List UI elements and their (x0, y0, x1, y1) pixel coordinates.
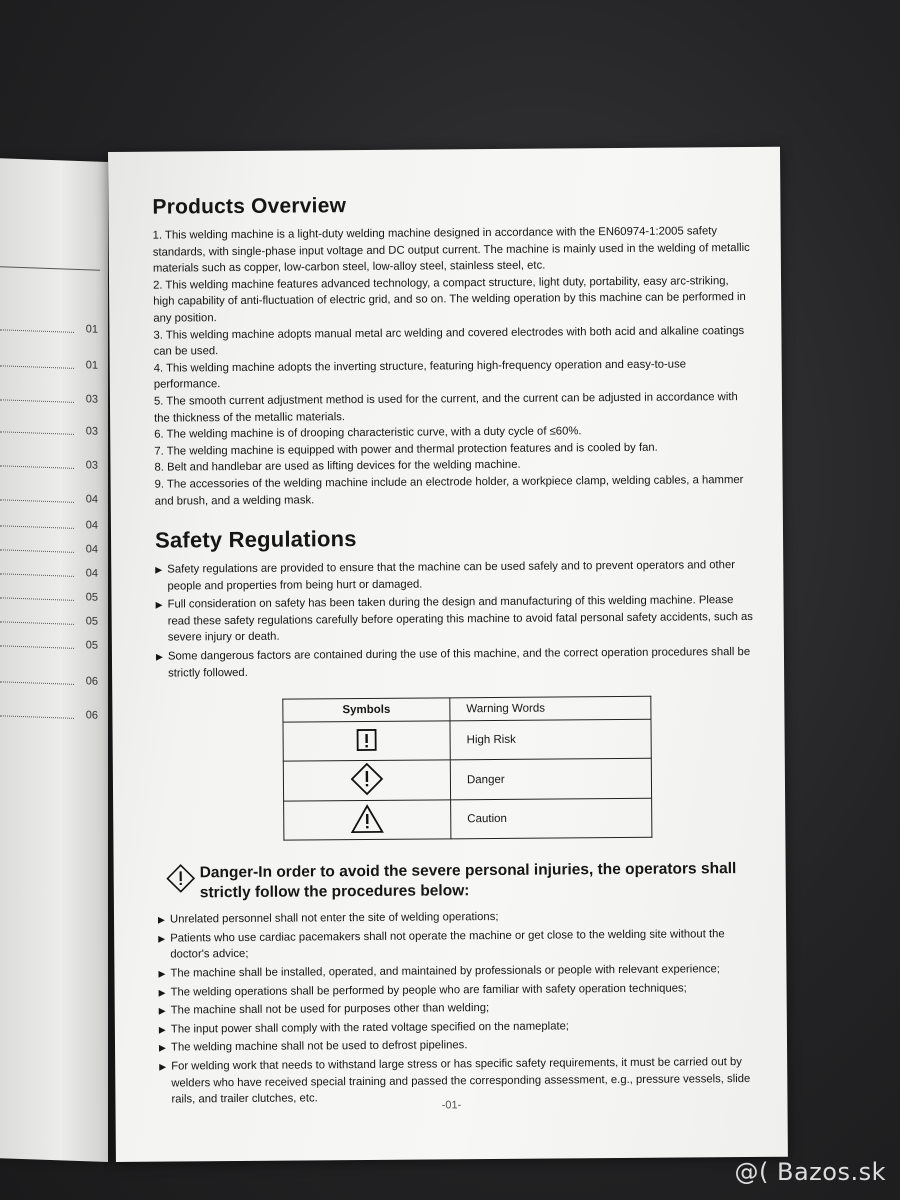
toc-entry (0, 670, 98, 689)
toc-page-number: 04 (85, 543, 98, 556)
table-header-symbols: Symbols (283, 698, 450, 722)
toc-page-number: 06 (85, 709, 98, 722)
toc-page-number: 05 (85, 615, 98, 628)
exclamation-diamond-icon (283, 760, 450, 801)
page-number: -01- (441, 1099, 462, 1112)
toc-entry (0, 514, 98, 533)
overview-item: 5. The smooth current adjustment method is used for the current, and the current can be adjusted in accordance with the thickness of the metallic materials. (153, 390, 738, 425)
toc-leader-dots (0, 519, 74, 529)
danger-bullet: ▶ Unrelated personnel shall not enter the site of welding operations; (158, 907, 758, 928)
toc-page-number: 04 (85, 519, 98, 532)
overview-item: 3. This welding machine adopts manual metal arc welding and covered electrodes with both acid and alkaline coatings can be used. (153, 324, 745, 358)
warning-word: Caution (451, 799, 652, 840)
bullet-arrow-icon: ▶ (159, 1061, 167, 1072)
toc-leader-dots (0, 323, 74, 333)
bullet-arrow-icon: ▶ (158, 933, 166, 944)
bullet-arrow-icon: ▶ (157, 914, 165, 925)
bullet-arrow-icon: ▶ (155, 599, 163, 610)
overview-list (153, 223, 755, 510)
overview-item: 2. This welding machine features advanced technology, a compact structure, light duty, portability, easy arc-striking, high capability of anti-fluctuation of electric grid, and so on. The welding operation by this machine can be performed in any position. (153, 274, 746, 325)
safety-bullet: ▶ Full consideration on safety has been taken during the design and manufacturing of this welding machine. Please read these safety regulations carefully before operating this machine to avoid fatal personal safety accidents, such as severe injury or death. (155, 594, 753, 645)
danger-bullet: ▶ For welding work that needs to withstand large stress or has specific safety requirements, it must be carried out by welders who have received special training and passed the corresponding assessment, e.g., pressure vessels, slide rails, and trailer clutches, etc. (159, 1056, 751, 1106)
danger-bullet: ▶ The welding machine shall not be used to defrost pipelines. (159, 1035, 759, 1056)
toc-divider (0, 266, 100, 270)
toc-leader-dots (0, 591, 74, 601)
toc-page-number: 05 (85, 591, 98, 604)
overview-item: 7. The welding machine is equipped with power and thermal protection features and is cooled by fan. (154, 441, 658, 458)
danger-title: Danger-In order to avoid the severe personal injuries, the operators shall strictly follow the procedures below: (199, 860, 737, 902)
danger-bullets (158, 907, 760, 1108)
exclamation-square-icon (283, 721, 450, 761)
toc-list (0, 158, 108, 722)
overview-item: 6. The welding machine is of drooping characteristic curve, with a duty cycle of ≤60%. (154, 425, 582, 441)
bullet-arrow-icon: ▶ (155, 564, 163, 575)
toc-leader-dots (0, 493, 74, 503)
safety-title: Safety Regulations (154, 526, 357, 553)
warning-symbols-table (282, 696, 652, 841)
overview-item: 8. Belt and handlebar are used as lifting devices for the welding machine. (154, 459, 521, 474)
toc-page-number: 01 (85, 359, 98, 372)
danger-bullet: ▶ The input power shall comply with the rated voltage specified on the nameplate; (159, 1017, 759, 1038)
toc-entry (0, 562, 98, 581)
toc-entry (0, 610, 98, 629)
toc-leader-dots (0, 425, 74, 435)
toc-leader-dots (0, 639, 74, 649)
bullet-arrow-icon: ▶ (158, 968, 166, 979)
toc-leader-dots (0, 675, 74, 685)
toc-entry (0, 634, 98, 653)
safety-bullets (155, 557, 756, 682)
toc-entry (0, 538, 98, 557)
table-header-words: Warning Words (450, 697, 651, 722)
warning-word: High Risk (450, 720, 651, 761)
toc-entry (0, 488, 98, 507)
table-row (283, 720, 651, 762)
bullet-arrow-icon: ▶ (155, 651, 163, 662)
table-row (283, 759, 651, 802)
toc-leader-dots (0, 615, 74, 625)
toc-leader-dots (0, 709, 74, 719)
bullet-arrow-icon: ▶ (158, 1024, 166, 1035)
toc-page-number: 03 (85, 425, 98, 438)
toc-page-number: 03 (85, 459, 98, 472)
previous-page-toc (0, 158, 108, 1162)
danger-diamond-icon (166, 864, 196, 899)
bullet-arrow-icon: ▶ (158, 987, 166, 998)
toc-page-number: 06 (85, 675, 98, 688)
toc-page-number: 05 (85, 639, 98, 652)
toc-page-number: 03 (85, 393, 98, 406)
overview-item: 1. This welding machine is a light-duty welding machine designed in accordance with the EN60974-1:2005 safety standards, with single-phase input voltage and DC output current. The machine is mainly used in the welding of metallic materials such as copper, low-carbon steel, low-alloy steel, stainless steel, etc. (152, 225, 750, 275)
danger-section-header (158, 859, 758, 904)
safety-bullet: ▶ Safety regulations are provided to ensure that the machine can be used safely and to prevent operators and other people and properties from being hurt or damaged. (155, 559, 736, 593)
table-row (284, 799, 652, 841)
toc-page-number: 04 (85, 567, 98, 580)
toc-entry (0, 354, 98, 373)
overview-item: 4. This welding machine adopts the inverting structure, featuring high-frequency operation and easy-to-use performance. (153, 358, 687, 391)
toc-leader-dots (0, 359, 74, 369)
toc-page-number: 01 (85, 323, 98, 336)
overview-title: Products Overview (152, 194, 347, 219)
danger-bullet: ▶ The machine shall not be used for purposes other than welding; (159, 998, 759, 1019)
exclamation-triangle-icon (284, 800, 451, 840)
danger-bullet: ▶ The welding operations shall be performed by people who are familiar with safety operation techniques; (159, 980, 759, 1001)
toc-leader-dots (0, 543, 74, 553)
toc-entry (0, 586, 98, 605)
danger-bullet: ▶ The machine shall be installed, operated, and maintained by professionals or people with relevant experience; (158, 961, 758, 982)
toc-entry (0, 388, 98, 407)
toc-page-number: 04 (85, 493, 98, 506)
bullet-arrow-icon: ▶ (158, 1005, 166, 1016)
warning-word: Danger (450, 759, 651, 801)
toc-leader-dots (0, 393, 74, 403)
overview-item: 9. The accessories of the welding machine include an electrode holder, a workpiece clamp, welding cables, a hammer and brush, and a welding mask. (154, 473, 744, 508)
safety-bullet: ▶ Some dangerous factors are contained during the use of this machine, and the correct operation procedures shall be strictly followed. (155, 646, 751, 680)
toc-leader-dots (0, 567, 74, 577)
bazos-watermark: @( Bazos.sk (734, 1158, 886, 1186)
danger-bullet: ▶ Patients who use cardiac pacemakers shall not operate the machine or get close to the welding site without the doctor's advice; (158, 928, 725, 961)
page-content (152, 191, 759, 1110)
toc-entry (0, 704, 98, 723)
manual-page (108, 147, 788, 1162)
toc-leader-dots (0, 459, 74, 469)
toc-entry (0, 454, 98, 473)
bullet-arrow-icon: ▶ (158, 1042, 166, 1054)
toc-entry (0, 318, 98, 337)
toc-entry (0, 420, 98, 439)
